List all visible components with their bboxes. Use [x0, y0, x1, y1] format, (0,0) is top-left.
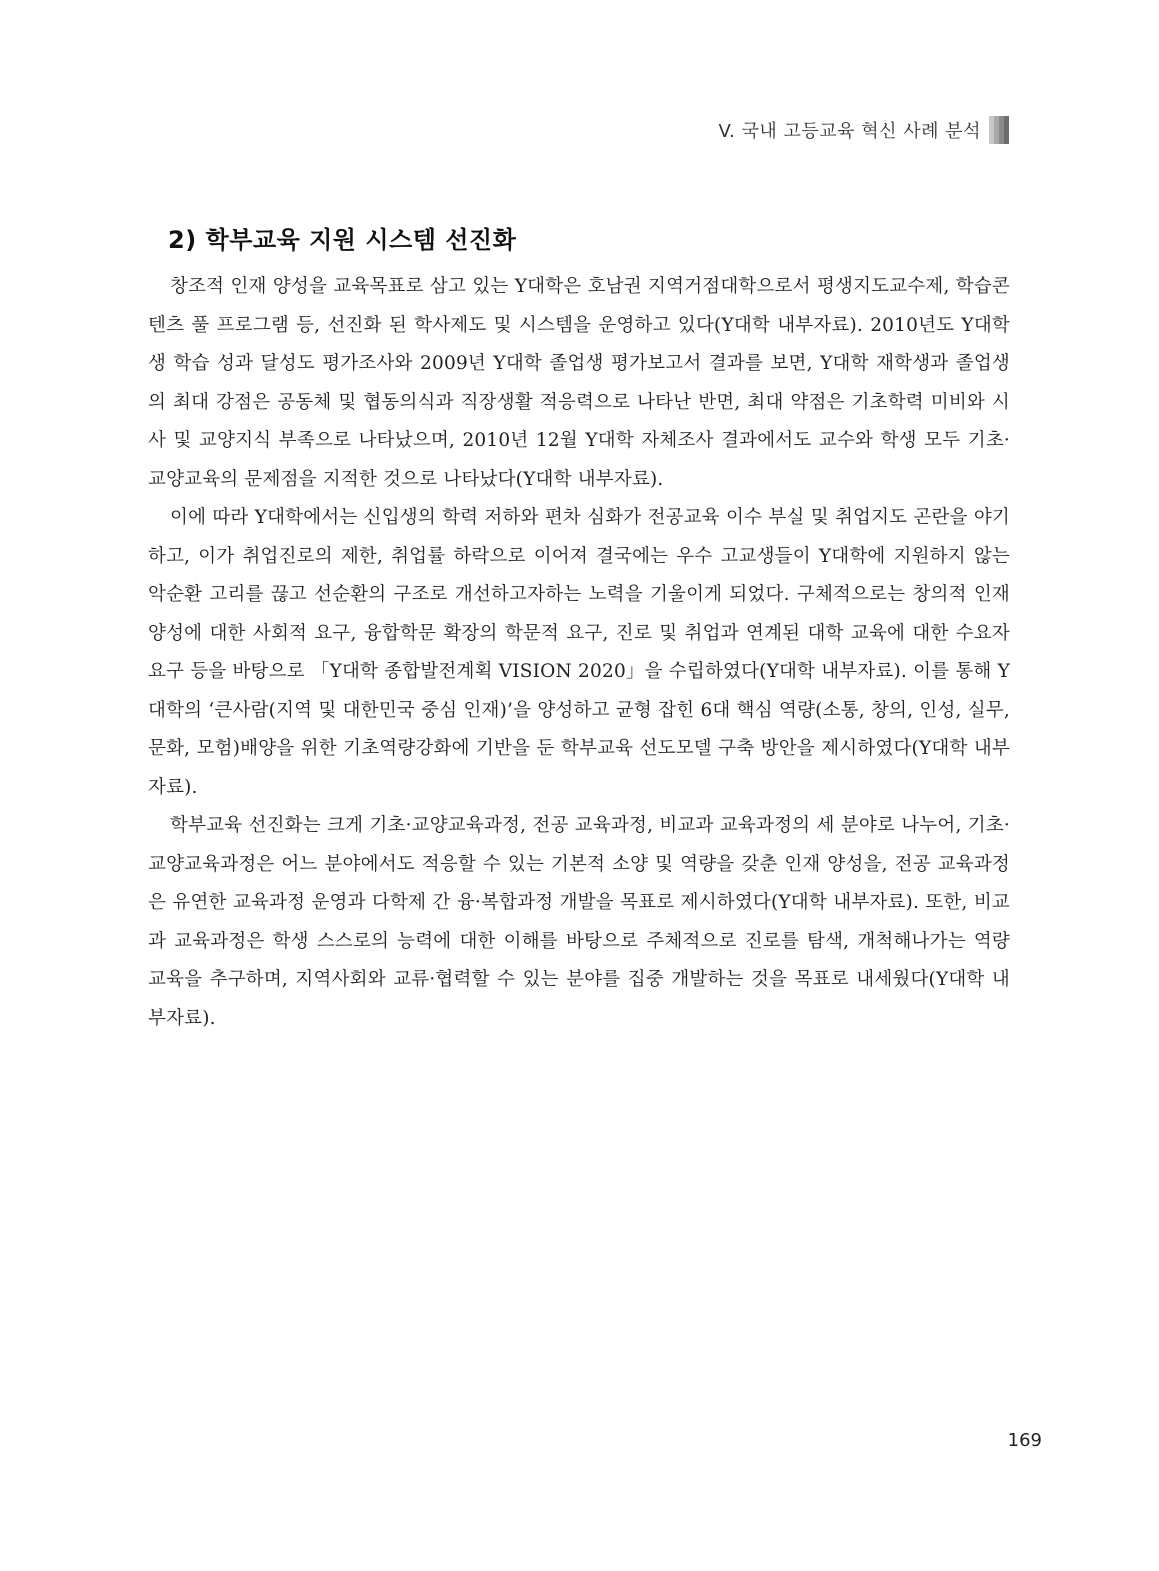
- paragraph: 창조적 인재 양성을 교육목표로 삼고 있는 Y대학은 호남권 지역거점대학으로서 평생지도교수제, 학습콘텐츠 풀 프로그램 등, 선진화 된 학사제도 및 시스템을 운영하고 있다(Y대학 내부자료). 2010년도 Y대학생 학습 성과 달성도 평가조사와 2009년 Y대학 졸업생 평가보고서 결과를 보면, Y대학 재학생과 졸업생의 최대 강점은 공동체 및 협동의식과 직장생활 적응력으로 나타난 반면, 최대 약점은 기초학력 미비와 시사 및 교양지식 부족으로 나타났으며, 2010년 12월 Y대학 자체조사 결과에서도 교수와 학생 모두 기초·교양교육의 문제점을 지적한 것으로 나타났다(Y대학 내부자료).: [148, 276, 1010, 490]
- paragraph: 이에 따라 Y대학에서는 신입생의 학력 저하와 편차 심화가 전공교육 이수 부실 및 취업지도 곤란을 야기하고, 이가 취업진로의 제한, 취업률 하락으로 이어져 결국에는 우수 고교생들이 Y대학에 지원하지 않는 악순환 고리를 끊고 선순환의 구조로 개선하고자하는 노력을 기울이게 되었다. 구체적으로는 창의적 인재 양성에 대한 사회적 요구, 융합학문 확장의 학문적 요구, 진로 및 취업과 연계된 대학 교육에 대한 수요자 요구 등을 바탕으로 「Y대학 종합발전계획 VISION 2020」을 수립하였다(Y대학 내부자료). 이를 통해 Y대학의 ‘큰사람(지역 및 대한민국 중심 인재)’을 양성하고 균형 잡힌 6대 핵심 역량(소통, 창의, 인성, 실무, 문화, 모험)배양을 위한 기초역량강화에 기반을 둔 학부교육 선도모델 구축 방안을 제시하였다(Y대학 내부자료).: [148, 507, 1010, 798]
- chapter-title: V. 국내 고등교육 혁신 사례 분석: [718, 121, 981, 142]
- page-number: 169: [1007, 1430, 1042, 1451]
- header-decoration-bar: [989, 116, 1009, 144]
- section-title: 2) 학부교육 지원 시스템 선진화: [168, 226, 517, 254]
- body-text: [148, 268, 1010, 1038]
- paragraph: 학부교육 선진화는 크게 기초·교양교육과정, 전공 교육과정, 비교과 교육과정의 세 분야로 나누어, 기초·교양교육과정은 어느 분야에서도 적응할 수 있는 기본적 소양 및 역량을 갖춘 인재 양성을, 전공 교육과정은 유연한 교육과정 운영과 다학제 간 융·복합과정 개발을 목표로 제시하였다(Y대학 내부자료). 또한, 비교과 교육과정은 학생 스스로의 능력에 대한 이해를 바탕으로 주체적으로 진로를 탐색, 개척해나가는 역량 교육을 추구하며, 지역사회와 교류·협력할 수 있는 분야를 집중 개발하는 것을 목표로 내세웠다(Y대학 내부자료).: [148, 815, 1010, 1029]
- running-header: [719, 116, 1009, 144]
